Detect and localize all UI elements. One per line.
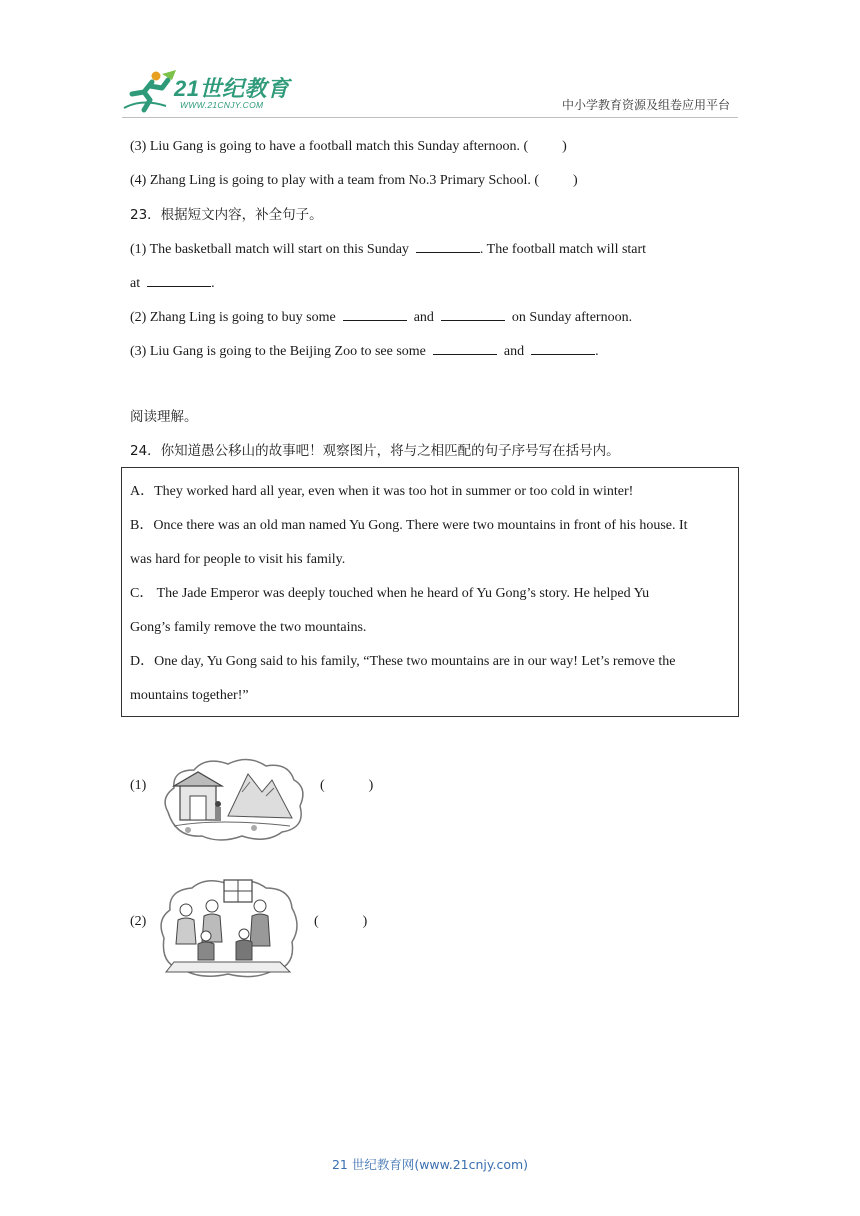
answer-blank[interactable] xyxy=(531,342,595,355)
q23-sentence-1-cont: at . xyxy=(130,276,215,291)
section-title: 阅读理解。 xyxy=(130,409,198,425)
q23-sentence-3: (3) Liu Gang is going to the Beijing Zoo to see some and . xyxy=(130,344,599,359)
sentence-c: C． The Jade Emperor was deeply touched when he heard of Yu Gong’s story. He helped Yu xyxy=(130,586,650,601)
q24-title: 24．你知道愚公移山的故事吧！观察图片，将与之相匹配的句子序号写在括号内。 xyxy=(130,443,620,459)
picture-item-2-label: (2) xyxy=(130,914,147,929)
q23-title: 23．根据短文内容，补全句子。 xyxy=(130,207,323,223)
picture-house-mountains xyxy=(158,752,308,849)
sentence-c-cont: Gong’s family remove the two mountains. xyxy=(130,620,367,635)
answer-blank[interactable] xyxy=(441,308,505,321)
q23-sentence-1: (1) The basketball match will start on this Sunday . The football match will start xyxy=(130,242,647,257)
sentence-a: A．They worked hard all year, even when it was too hot in summer or too cold in winter! xyxy=(130,484,634,499)
page-footer: 21 世纪教育网(www.21cnjy.com) xyxy=(331,1157,529,1172)
logo-text: 21世纪教育 xyxy=(174,76,290,101)
picture-item-1-label: (1) xyxy=(130,778,147,793)
q23-sentence-2: (2) Zhang Ling is going to buy some and on Sunday afternoon. xyxy=(130,310,633,325)
sentence-d: D．One day, Yu Gong said to his family, “These two mountains are in our way! Let’s remove the xyxy=(130,654,676,669)
answer-blank[interactable] xyxy=(433,342,497,355)
header-platform-name: 中小学教育资源及组卷应用平台 xyxy=(561,98,730,112)
sentence-b: B．Once there was an old man named Yu Gong. There were two mountains in front of his house. It xyxy=(130,518,688,533)
picture-family-discussion xyxy=(156,876,298,985)
answer-blank[interactable] xyxy=(416,240,480,253)
sentence-d-cont: mountains together!” xyxy=(130,688,249,703)
q22-item-3: (3) Liu Gang is going to have a football match this Sunday afternoon. ( ) xyxy=(130,139,567,154)
header-divider xyxy=(122,117,738,118)
answer-parentheses-1[interactable]: ( ) xyxy=(320,778,374,793)
answer-blank[interactable] xyxy=(343,308,407,321)
sentence-b-cont: was hard for people to visit his family. xyxy=(130,552,346,567)
answer-parentheses-2[interactable]: ( ) xyxy=(314,914,368,929)
runner-logo-icon xyxy=(122,68,178,114)
logo-subtext: WWW.21CNJY.COM xyxy=(180,100,264,110)
site-logo xyxy=(122,68,292,116)
q22-item-4: (4) Zhang Ling is going to play with a team from No.3 Primary School. ( ) xyxy=(130,173,578,188)
answer-blank[interactable] xyxy=(147,274,211,287)
